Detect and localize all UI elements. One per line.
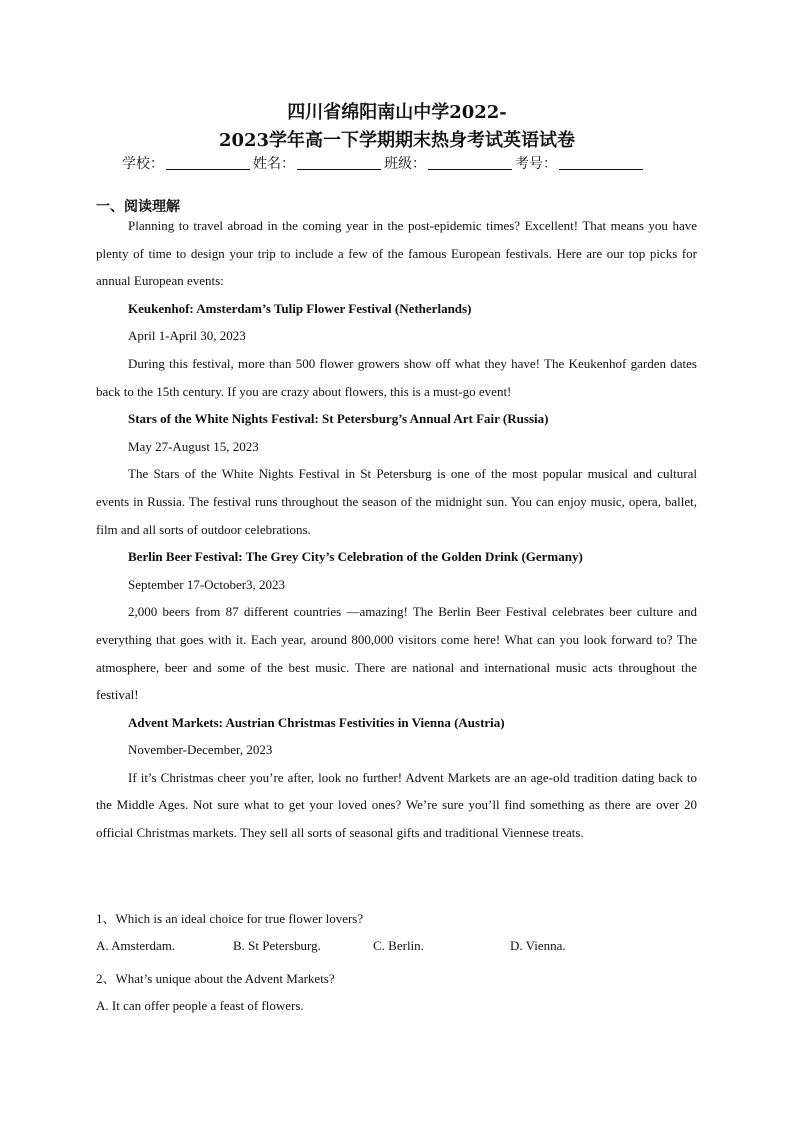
q1-option-d[interactable]: D. Vienna.: [510, 938, 566, 953]
festival-1-date: April 1-April 30, 2023: [128, 328, 246, 344]
q2-option-a[interactable]: A. It can offer people a feast of flowers.: [96, 998, 304, 1013]
class-label: 班级：: [384, 156, 426, 172]
q1-option-b[interactable]: B. St Petersburg.: [233, 938, 321, 953]
festival-3-heading: Berlin Beer Festival: The Grey City’s Celebration of the Golden Drink (Germany): [128, 549, 583, 565]
festival-1-text: During this festival, more than 500 flower growers show off what they have! The Keukenhof garden dates back to the 15th century. If you are crazy about flowers, this is a must-go event!: [96, 355, 697, 399]
festival-2-date: May 27-August 15, 2023: [128, 438, 259, 454]
festival-2-text: The Stars of the White Nights Festival in St Petersburg is one of the most popular musical and cultural events in Russia. The festival runs throughout the season of the midnight sun. You can enjoy music, opera, ballet, film and all sorts of outdoor celebrations.: [96, 466, 697, 537]
festival-3-text: 2,000 beers from 87 different countries —amazing! The Berlin Beer Festival celebrates beer culture and everything that goes with it. Each year, around 800,000 visitors come here! What can you look forward to? The atmosphere, beer and some of the best music. There are national and international music acts throughout the festival!: [96, 604, 697, 703]
exam-title-line2: 2023学年高一下学期期末热身考试英语试卷: [218, 130, 576, 151]
name-blank[interactable]: [297, 155, 381, 170]
question-2: 2、What’s unique about the Advent Markets?: [96, 971, 335, 986]
school-label: 学校：: [122, 156, 164, 172]
festival-2-heading: Stars of the White Nights Festival: St Petersburg’s Annual Art Fair (Russia): [128, 411, 549, 427]
festival-4-text: If it’s Christmas cheer you’re after, look no further! Advent Markets are an age-old tradition dating back to the Middle Ages. Not sure what to get your loved ones? We’re sure you’ll find something as there are over 20 official Christmas markets. They sell all sorts of seasonal gifts and traditional Viennese treats.: [96, 769, 697, 841]
question-1-options: [96, 938, 696, 958]
festival-4-date: November-December, 2023: [128, 742, 273, 758]
festival-1-heading: Keukenhof: Amsterdam’s Tulip Flower Festival (Netherlands): [128, 300, 472, 316]
section-title: 一、阅读理解: [96, 199, 180, 215]
q1-option-a[interactable]: A. Amsterdam.: [96, 938, 176, 953]
number-label: 考号：: [515, 156, 557, 172]
festival-3-date: September 17-October3, 2023: [128, 576, 286, 592]
question-1: 1、Which is an ideal choice for true flower lovers?: [96, 911, 364, 926]
school-blank[interactable]: [166, 155, 250, 170]
q1-option-c[interactable]: C. Berlin.: [373, 938, 424, 953]
reading-passage: [96, 212, 697, 847]
number-blank[interactable]: [559, 155, 643, 170]
exam-title-line1: 四川省绵阳南山中学2022-: [287, 102, 507, 123]
passage-intro: Planning to travel abroad in the coming year in the post-epidemic times? Excellent! That means you have plenty of time to design your trip to include a few of the famous European festivals. Here are our top picks for annual European events:: [96, 218, 697, 289]
student-info-line: [122, 153, 646, 173]
name-label: 姓名：: [253, 156, 295, 172]
festival-4-heading: Advent Markets: Austrian Christmas Festivities in Vienna (Austria): [128, 714, 505, 730]
class-blank[interactable]: [428, 155, 512, 170]
